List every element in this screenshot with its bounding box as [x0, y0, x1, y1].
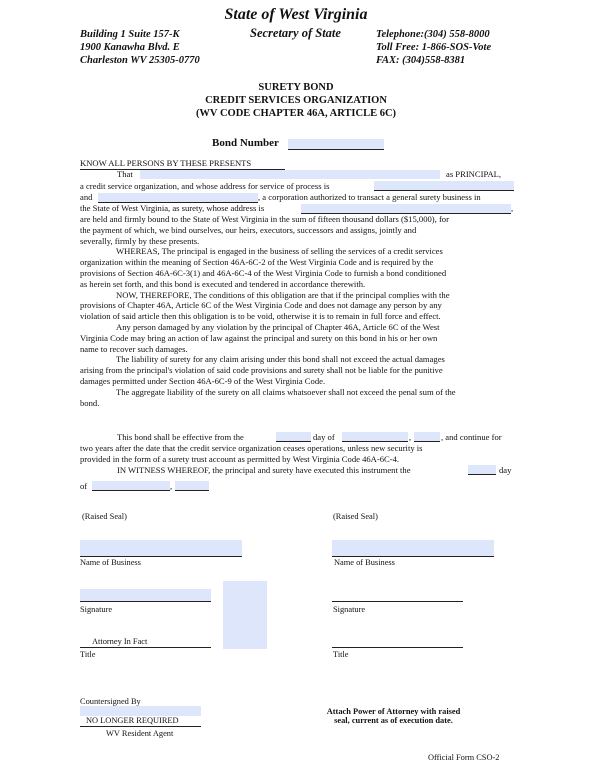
- effective-day-field[interactable]: [276, 432, 311, 441]
- that-label: That: [117, 169, 133, 179]
- surety-name-field[interactable]: [98, 193, 258, 202]
- text-line: provisions of Chapter 46A, Article 6C of the West Virginia Code and does not damage any person by any: [80, 300, 442, 311]
- doc-title-line2: CREDIT SERVICES ORGANIZATION: [205, 95, 387, 106]
- text-line: WHEREAS, The principal is engaged in the business of selling the services of a credit services: [116, 246, 443, 257]
- address-line: 1900 Kanawha Blvd. E: [80, 42, 180, 53]
- comma: ,: [511, 203, 514, 213]
- attach-line: Attach Power of Attorney with raised: [326, 707, 461, 716]
- text-line: organization within the meaning of Section 46A-6C-2 of the West Virginia Code and is required by the: [80, 257, 434, 268]
- witness-year-field[interactable]: [175, 481, 209, 490]
- surety-business-field[interactable]: [332, 540, 494, 556]
- principal-signature-field[interactable]: [80, 589, 211, 601]
- text-line: arising from the principal's violation of said code provisions and surety shall not be liable for the punitive: [80, 365, 443, 376]
- attach-poa-note: [301, 707, 486, 725]
- of-label: of: [80, 481, 88, 491]
- office-contact: [376, 28, 491, 67]
- state-title: State of West Virginia: [224, 6, 368, 23]
- effective-paragraph: [80, 443, 514, 465]
- effective-month-field[interactable]: [342, 432, 408, 441]
- form-id: Official Form CSO-2: [428, 753, 500, 762]
- address-line: Building 1 Suite 157-K: [80, 29, 180, 40]
- title-left: Title: [80, 650, 96, 659]
- surety-address-field[interactable]: [301, 203, 514, 213]
- day-label: day: [499, 465, 512, 475]
- office-title: Secretary of State: [250, 26, 341, 40]
- text-line: as herein set forth, and this bond is executed and tendered in accordance therewith.: [80, 278, 366, 289]
- attorney-in-fact-label: Attorney In Fact: [92, 637, 148, 646]
- text-line: bond.: [80, 397, 100, 408]
- text-line: violation of said article then this obligation is to be void, otherwise it is to remain in full force and effect.: [80, 311, 441, 322]
- doc-title-line3: (WV CODE CHAPTER 46A, ARTICLE 6C): [195, 108, 397, 119]
- name-of-business-left: Name of Business: [80, 558, 141, 567]
- office-address: [80, 28, 200, 67]
- raised-seal-right: (Raised Seal): [333, 512, 378, 521]
- text-line: two years after the date that the credit service organization ceases operations, unless new security is: [80, 443, 423, 453]
- attach-line: seal, current as of execution date.: [334, 716, 453, 725]
- countersigned-label: Countersigned By: [80, 697, 141, 706]
- bond-paragraphs: [80, 214, 514, 408]
- address-line: Charleston WV 25305-0770: [80, 55, 200, 66]
- text-line: damages permitted under Section 46A-6C-9 of the West Virginia Code.: [80, 375, 326, 386]
- text-line: The aggregate liability of the surety on all claims whatsoever shall not exceed the penal sum of the: [116, 386, 456, 397]
- effective-year-field[interactable]: [414, 432, 440, 441]
- text-line: name to recover such damages.: [80, 343, 188, 354]
- contact-line: FAX: (304)558-8381: [376, 55, 466, 66]
- text-line: The liability of surety for any claim arising under this bond shall not exceed the actual damages: [116, 354, 445, 365]
- text-line: Any person damaged by any violation by the principal of Chapter 46A, Article 6C of the West: [116, 321, 440, 332]
- no-longer-required: NO LONGER REQUIRED: [86, 716, 179, 725]
- text-line: provisions of Section 46A-6C-3(1) and 46A-6C-4 of the West Virginia Code to furnish a bond conditioned: [80, 267, 447, 278]
- text-line: are held and firmly bound to the State of West Virginia in the sum of fifteen thousand dollars ($15,000), for: [80, 214, 449, 224]
- text-line: the payment of which, we bind ourselves, our heirs, executors, successors and assigns, jointly and: [80, 224, 417, 235]
- contact-line: Telephone:(304) 558-8000: [376, 29, 490, 40]
- text-line: Virginia Code may bring an action of law against the principal and surety on this bond in his or her own: [80, 332, 438, 343]
- title-right: Title: [333, 650, 349, 659]
- comma: ,: [409, 432, 412, 442]
- name-of-business-right: Name of Business: [334, 558, 395, 567]
- signature-right: Signature: [333, 605, 366, 614]
- seal-area[interactable]: [223, 581, 267, 649]
- resident-agent-label: WV Resident Agent: [106, 729, 174, 738]
- witness-month-field[interactable]: [92, 481, 173, 491]
- bond-number-field[interactable]: [288, 139, 384, 149]
- raised-seal-left: (Raised Seal): [82, 512, 127, 521]
- surety-address-label: the State of West Virginia, as surety, whose address is: [80, 203, 265, 213]
- and-label: and: [80, 192, 93, 202]
- doc-title-line1: SURETY BOND: [258, 82, 334, 93]
- principal-address-field[interactable]: [374, 181, 514, 190]
- effective-from-label: This bond shall be effective from the: [117, 432, 244, 442]
- witness-label: IN WITNESS WHEREOF, the principal and surety have executed this instrument the: [117, 465, 411, 475]
- witness-day-field[interactable]: [468, 465, 496, 474]
- signature-left: Signature: [80, 605, 113, 614]
- contact-line: Toll Free: 1-866-SOS-Vote: [376, 42, 492, 53]
- csa-address-label: a credit service organization, and whose address for service of process is: [80, 181, 330, 191]
- comma: ,: [170, 481, 173, 491]
- text-line: NOW, THEREFORE, The conditions of this obligation are that if the principal complies with the: [116, 289, 450, 300]
- bond-number-label: Bond Number: [212, 137, 279, 149]
- know-all-line: KNOW ALL PERSONS BY THESE PRESENTS: [80, 158, 252, 168]
- principal-business-field[interactable]: [80, 540, 242, 556]
- text-line: provided in the form of a surety trust account as permitted by West Virginia Code 46A-6C-4.: [80, 453, 400, 464]
- countersign-field[interactable]: [80, 706, 201, 716]
- day-of-label: day of: [313, 432, 335, 442]
- principal-name-field[interactable]: [140, 170, 440, 179]
- text-line: severally, firmly by these presents.: [80, 235, 200, 246]
- corp-authorized-text: , a corporation authorized to transact a general surety business in: [258, 192, 481, 202]
- continue-for-label: , and continue for: [441, 432, 502, 442]
- bond-body: [80, 158, 514, 169]
- as-principal-label: as PRINCIPAL,: [446, 169, 502, 179]
